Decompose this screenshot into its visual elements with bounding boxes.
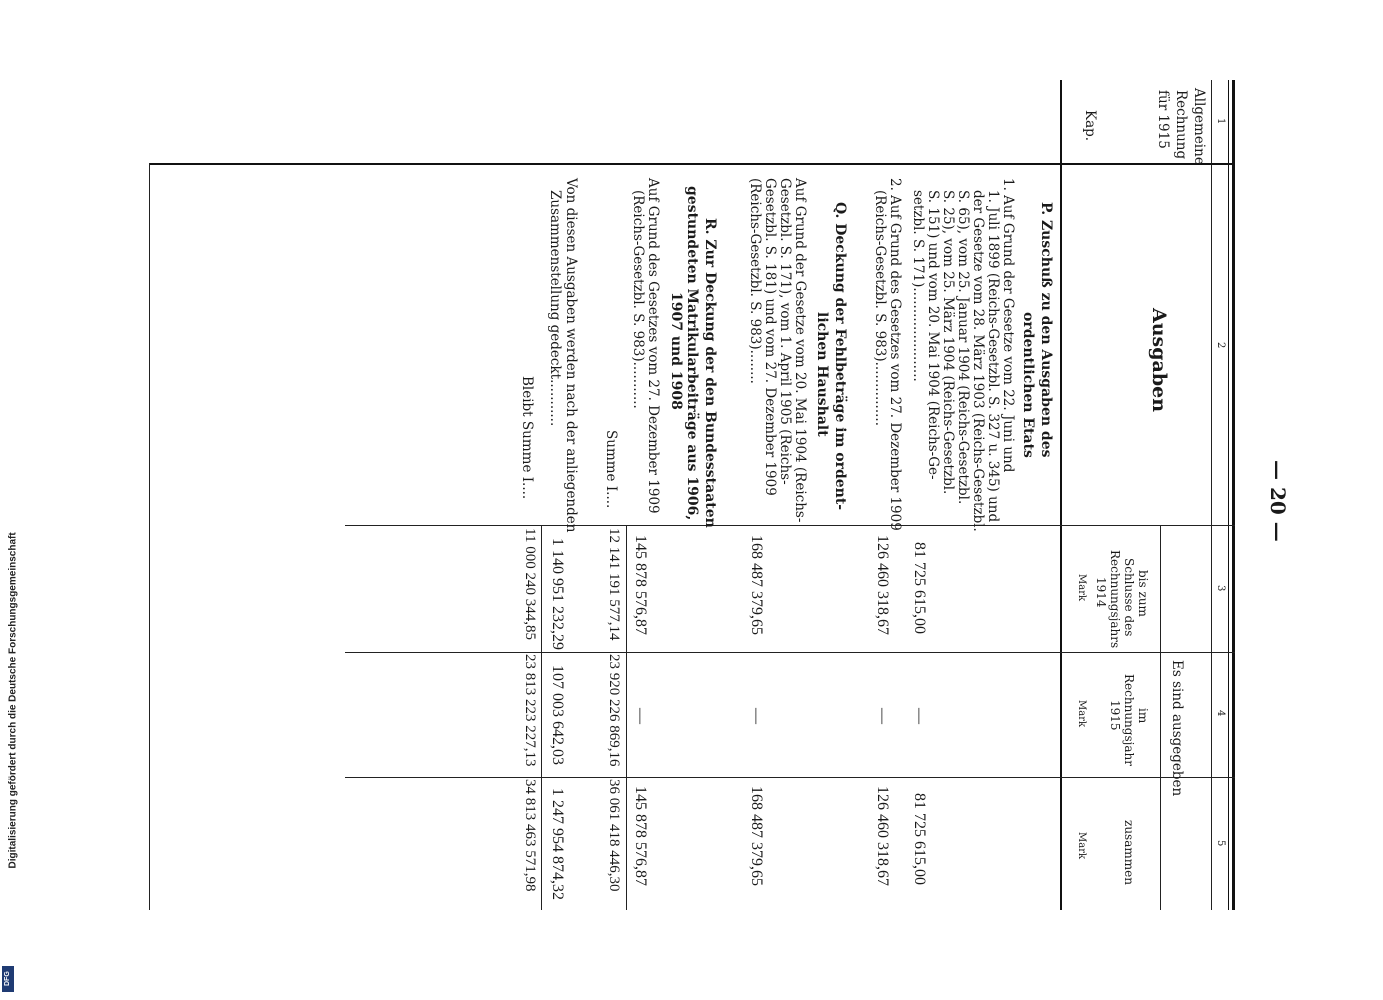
deduction-line1: Von diesen Ausgaben werden nach der anliegenden	[563, 178, 579, 533]
p-item2-line2: (Reichs-Gesetzbl. S. 983)...............	[872, 190, 888, 427]
p-item1-col3: 81 725 615,00	[911, 542, 928, 634]
col1-rule	[150, 163, 1235, 165]
p-item2-col4: —	[874, 708, 891, 724]
top-thin-rule	[1228, 80, 1229, 910]
col2-header-title: Ausgaben	[1148, 308, 1170, 413]
col1-header-line2: Rechnung	[1173, 90, 1189, 160]
q-line1: Auf Grund der Gesetze vom 20. Mai 1904 (Reichs-	[792, 178, 808, 523]
col1-header-line1: Allgemeine	[1191, 88, 1207, 165]
p-item1-line6: S. 151) und vom 20. Mai 1904 (Reichs-Ge-	[925, 190, 941, 480]
r-line1: Auf Grund des Gesetzes vom 27. Dezember 1909	[645, 178, 661, 514]
deduction-col3: 1 140 951 232,29	[549, 538, 566, 650]
col3-header-line1: bis zum	[1136, 570, 1150, 617]
p-item1-line3: der Gesetze vom 28. März 1903 (Reichs-Gesetzbl.	[970, 190, 986, 532]
remaining-col4: 23 813 223 227,13	[522, 654, 538, 767]
section-q-title-line2: lichen Haushalt	[814, 312, 830, 437]
p-item1-line7: setzbl. S. 171)......................	[910, 190, 926, 382]
col4-unit: Mark	[1076, 700, 1087, 728]
q-line4: (Reichs-Gesetzbl. S. 983)........	[747, 178, 763, 384]
colnum-1: 1	[1215, 118, 1226, 125]
colnum-4: 4	[1215, 710, 1226, 717]
remaining-col5: 34 813 463 571,98	[522, 779, 538, 892]
q-line3: Gesetzbl. S. 181) und vom 27. Dezember 1909	[762, 178, 778, 496]
colnum-2: 2	[1215, 342, 1226, 349]
col4-rule	[345, 777, 1235, 778]
deduction-line2: Zusammenstellung gedeckt...........	[547, 190, 563, 427]
page-number: — 20 —	[1266, 460, 1290, 542]
remaining-col3: 11 000 240 344,85	[522, 528, 538, 640]
top-thick-rule	[1232, 80, 1235, 910]
p-item1-line2: 1. Juli 1899 (Reichs-Gesetzbl. S. 327 u. 345) und	[985, 190, 1001, 523]
section-r-title-line1: R. Zur Deckung der den Bundesstaaten	[702, 218, 718, 528]
r-col4: —	[632, 708, 649, 724]
section-p-title-line1: P. Zuschuß zu den Ausgaben des	[1038, 202, 1054, 458]
col5-header-line1: zusammen	[1122, 820, 1136, 885]
r-col3: 145 878 576,87	[632, 535, 649, 635]
q-col3: 168 487 379,65	[748, 535, 765, 635]
col4-header-line3: 1915	[1108, 700, 1122, 731]
remaining-label: Bleibt Summe I....	[519, 376, 535, 500]
q-col5: 168 487 379,65	[748, 786, 765, 886]
bottom-end-rule	[149, 163, 150, 910]
sidebar-funding-note: Digitalisierung gefördert durch die Deutsche Forschungsgemeinschaft	[7, 532, 19, 869]
dfg-logo: DFG	[2, 966, 14, 992]
deduction-col5: 1 247 954 874,32	[549, 788, 566, 900]
colnum-3: 3	[1215, 585, 1226, 592]
p-item1-line1: 1. Auf Grund der Gesetze vom 22. Juni und	[1000, 178, 1016, 473]
col1-header-line3: für 1915	[1155, 90, 1171, 149]
col2-rule	[345, 525, 1235, 526]
section-p-title-line2: ordentlichen Etats	[1020, 312, 1036, 458]
col4-header-line1: im	[1136, 708, 1150, 724]
col4-header-line2: Rechnungsjahr	[1122, 674, 1136, 766]
col5-unit: Mark	[1076, 832, 1087, 860]
p-item1-line4: S. 65), vom 25. Januar 1904 (Reichs-Gesetzbl.	[955, 190, 971, 505]
p-item1-col5: 81 725 615,00	[911, 793, 928, 885]
p-item2-col5: 126 460 318,67	[874, 786, 891, 886]
col3-header-line2: Schlusse des	[1122, 558, 1136, 637]
summe1-col4: 23 920 226 869,16	[606, 654, 622, 767]
col3-rule	[345, 652, 1235, 653]
group-header-rule	[1160, 525, 1161, 910]
deduction-col4: 107 003 642,03	[549, 665, 566, 765]
remaining-rule	[541, 526, 542, 910]
section-r-title-line3: 1907 und 1908	[668, 292, 684, 410]
header-bottom-rule	[1060, 80, 1062, 910]
header-bottom-left-rule	[1060, 80, 1062, 163]
group-header: Es sind ausgegeben	[1169, 660, 1185, 797]
summe1-label: Summe I....	[603, 430, 619, 509]
summe1-col5: 36 061 418 446,30	[606, 779, 622, 892]
p-item1-col4: —	[911, 708, 928, 724]
r-col5: 145 878 576,87	[632, 786, 649, 886]
p-item1-line5: S. 25), vom 25. März 1904 (Reichs-Gesetzbl.	[940, 190, 956, 495]
q-col4: —	[748, 708, 765, 724]
colnum-5: 5	[1215, 840, 1226, 847]
summe1-col3: 12 141 191 577,14	[606, 528, 622, 641]
summe1-rule	[626, 526, 627, 910]
r-line2: (Reichs-Gesetzbl. S. 983)...........	[630, 190, 646, 409]
document-page	[150, 80, 1250, 910]
col1-header-sub: Kap.	[1082, 110, 1098, 142]
p-item2-line1: 2. Auf Grund des Gesetzes vom 27. Dezember 1909	[887, 178, 903, 531]
column-number-rule	[1211, 80, 1212, 910]
p-item2-col3: 126 460 318,67	[874, 535, 891, 635]
rotated-table	[150, 80, 1250, 910]
col3-unit: Mark	[1076, 574, 1087, 602]
section-q-title-line1: Q. Deckung der Fehlbeträge im ordent-	[832, 202, 848, 511]
section-r-title-line2: gestundeten Matrikularbeiträge aus 1906,	[684, 186, 700, 521]
q-line2: Gesetzbl. S. 171), vom 1. April 1905 (Reichs-	[777, 178, 793, 485]
col3-header-line4: 1914	[1094, 577, 1108, 608]
col3-header-line3: Rechnungsjahrs	[1108, 550, 1122, 649]
